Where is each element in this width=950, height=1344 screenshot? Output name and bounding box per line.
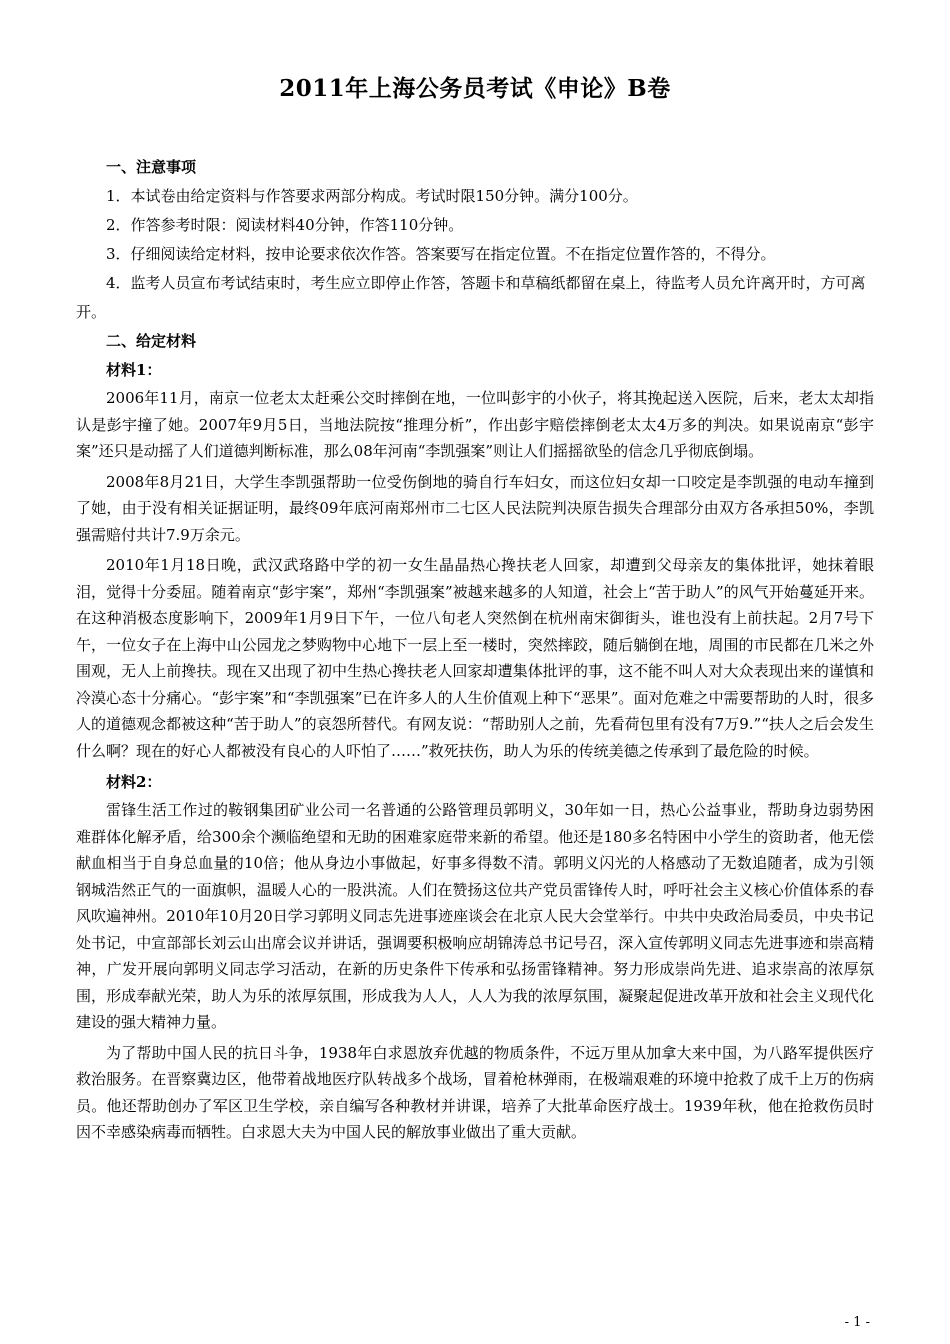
material-1-label: 材料1： [106,361,162,379]
notice-item: 3．仔细阅读给定材料，按申论要求依次作答。答案要写在指定位置。不在指定位置作答的，不得分。 [106,245,776,263]
material-paragraph: 2010年1月18日晚，武汉武珞路中学的初一女生晶晶热心搀扶老人回家，却遭到父母亲友的集体批评，她抹着眼泪，觉得十分委屈。随着南京“彭宇案”，郑州“李凯强案”被越来越多的人知道，社会上“苦于助人”的风气开始蔓延开来。在这种消极态度影响下，2009年1月9日下午，一位八旬老人突然倒在杭州南宋御街头，谁也没有上前扶起。2月7号下午，一位女子在上海中山公园龙之梦购物中心地下一层上至一楼时，突然摔跤，随后躺倒在地，周围的市民都在几米之外围观，无人上前搀扶。现在又出现了初中生热心搀扶老人回家却遭集体批评的事，这不能不叫人对大众表现出来的谨慎和冷漠心态十分痛心。“彭宇案”和“李凯强案”已在许多人的人生价值观上种下“恶果”。面对危难之中需要帮助的人时，很多人的道德观念都被这种“苦于助人”的哀怨所替代。有网友说：“帮助别人之前，先看荷包里有没有7万9.”“扶人之后会发生什么啊？现在的好心人都被没有良心的人吓怕了……”救死扶伤，助人为乐的传统美德之传承到了最危险的时候。 [76,556,874,760]
material-paragraph: 2008年8月21日，大学生李凯强帮助一位受伤倒地的骑自行车妇女，而这位妇女却一口咬定是李凯强的电动车撞到了她，由于没有相关证据证明，最终09年底河南郑州市二七区人民法院判决原告损失合理部分由双方各承担50%，李凯强需赔付共计7.9万余元。 [76,472,874,544]
material-2-label: 材料2： [106,773,162,791]
document-page [76,70,874,1150]
document-title: 2011年上海公务员考试《申论》B卷 [279,75,671,102]
notice-item: 4．监考人员宣布考试结束时，考生应立即停止作答，答题卡和草稿纸都留在桌上，待监考人员允许离开时，方可离开。 [76,274,866,321]
material-paragraph: 为了帮助中国人民的抗日斗争，1938年白求恩放弃优越的物质条件，不远万里从加拿大来中国，为八路军提供医疗救治服务。在晋察冀边区，他带着战地医疗队转战多个战场，冒着枪林弹雨，在极端艰难的环境中抢救了成千上万的伤病员。他还帮助创办了军区卫生学校，亲自编写各种教材并讲课，培养了大批革命医疗战士。1939年秋，他在抢救伤员时因不幸感染病毒而牺牲。白求恩大夫为中国人民的解放事业做出了重大贡献。 [76,1043,874,1141]
section-heading-notice: 一、注意事项 [106,158,197,176]
page-number: - 1 - [844,1315,870,1330]
material-paragraph: 雷锋生活工作过的鞍钢集团矿业公司一名普通的公路管理员郭明义，30年如一日，热心公益事业，帮助身边弱势困难群体化解矛盾，给300余个濒临绝望和无助的困难家庭带来新的希望。他还是180多名特困中小学生的资助者，他无偿献血相当于自身总血量的10倍；他从身边小事做起，好事多得数不清。郭明义闪光的人格感动了无数追随者，成为引领钢城浩然正气的一面旗帜，温暖人心的一股洪流。人们在赞扬这位共产党员雷锋传人时，呼吁社会主义核心价值体系的春风吹遍神州。2010年10月20日学习郭明义同志先进事迹座谈会在北京人民大会堂举行。中共中央政治局委员，中央书记处书记，中宣部部长刘云山出席会议并讲话，强调要积极响应胡锦涛总书记号召，深入宣传郭明义同志先进事迹和崇高精神，广发开展向郭明义同志学习活动，在新的历史条件下传承和弘扬雷锋精神。努力形成崇尚先进、追求崇高的浓厚氛围，形成奉献光荣，助人为乐的浓厚氛围，形成我为人人，人人为我的浓厚氛围，凝聚起促进改革开放和社会主义现代化建设的强大精神力量。 [76,801,874,1031]
notice-item: 1．本试卷由给定资料与作答要求两部分构成。考试时限150分钟。满分100分。 [106,187,638,205]
material-paragraph: 2006年11月，南京一位老太太赶乘公交时摔倒在地，一位叫彭宇的小伙子，将其挽起送入医院，后来，老太太却指认是彭宇撞了她。2007年9月5日，当地法院按“推理分析”，作出彭宇赔偿摔倒老太太4万多的判决。如果说南京“彭宇案”还只是动摇了人们道德判断标准，那么08年河南“李凯强案”则让人们摇摇欲坠的信念几乎彻底倒塌。 [76,389,874,460]
section-heading-materials: 二、给定材料 [106,332,197,350]
notice-item: 2．作答参考时限：阅读材料40分钟，作答110分钟。 [106,216,464,234]
